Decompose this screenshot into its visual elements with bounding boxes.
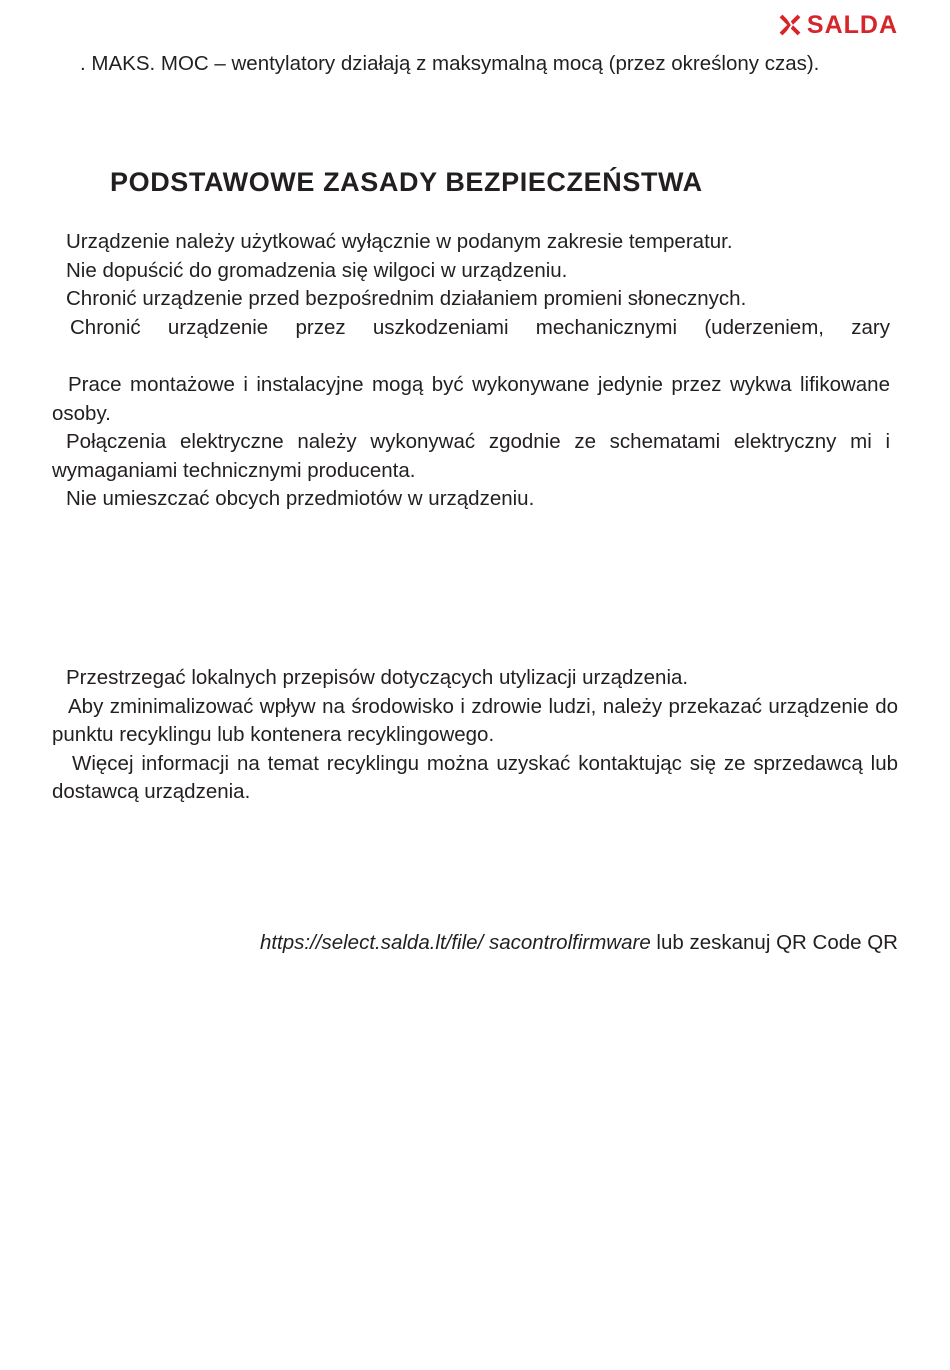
installation-rule: Prace montażowe i instalacyjne mogą być wykonywane jedynie przez wykwa lifikowane osoby.: [52, 373, 890, 425]
section-title: PODSTAWOWE ZASADY BEZPIECZEŃSTWA: [110, 167, 703, 197]
disposal-rule: Aby zminimalizować wpływ na środowisko i zdrowie ludzi, należy przekazać urządzenie do punktu recyklingu lub kontenera recyklingowego.: [52, 694, 898, 746]
disposal-rule: Więcej informacji na temat recyklingu można uzyskać kontaktując się ze sprzedawcą lub dostawcą urządzenia.: [52, 751, 898, 803]
firmware-link[interactable]: https://select.salda.lt/file/ sacontrolfirmware: [259, 931, 651, 954]
salda-logo: [779, 10, 898, 40]
intro-paragraph: . MAKS. MOC – wentylatory działają z maksymalną mocą (przez określony czas).: [80, 52, 820, 75]
installation-rule: Połączenia elektryczne należy wykonywać zgodnie ze schematami elektryczny mi i wymaganiami technicznymi producenta.: [52, 430, 890, 482]
salda-x-icon: [779, 14, 801, 36]
safety-rule: Chronić urządzenie przez uszkodzeniami mechanicznymi (uderzeniem, zary: [70, 315, 890, 339]
disposal-rule: Przestrzegać lokalnych przepisów dotyczących utylizacji urządzenia.: [66, 666, 689, 689]
installation-rule: Nie umieszczać obcych przedmiotów w urządzeniu.: [66, 487, 535, 510]
safety-rules-list: [52, 228, 890, 342]
firmware-info: [260, 929, 898, 957]
firmware-suffix: lub zeskanuj QR Code QR: [650, 931, 898, 954]
safety-rule: Urządzenie należy użytkować wyłącznie w podanym zakresie temperatur.: [66, 230, 733, 253]
installation-rules-list: [52, 371, 890, 514]
safety-rule: Chronić urządzenie przed bezpośrednim działaniem promieni słonecznych.: [66, 287, 747, 310]
safety-rule: Nie dopuścić do gromadzenia się wilgoci w urządzeniu.: [66, 258, 568, 282]
intro-text-block: [52, 50, 898, 79]
disposal-rules-list: [52, 664, 898, 807]
brand-name: SALDA: [806, 11, 898, 39]
